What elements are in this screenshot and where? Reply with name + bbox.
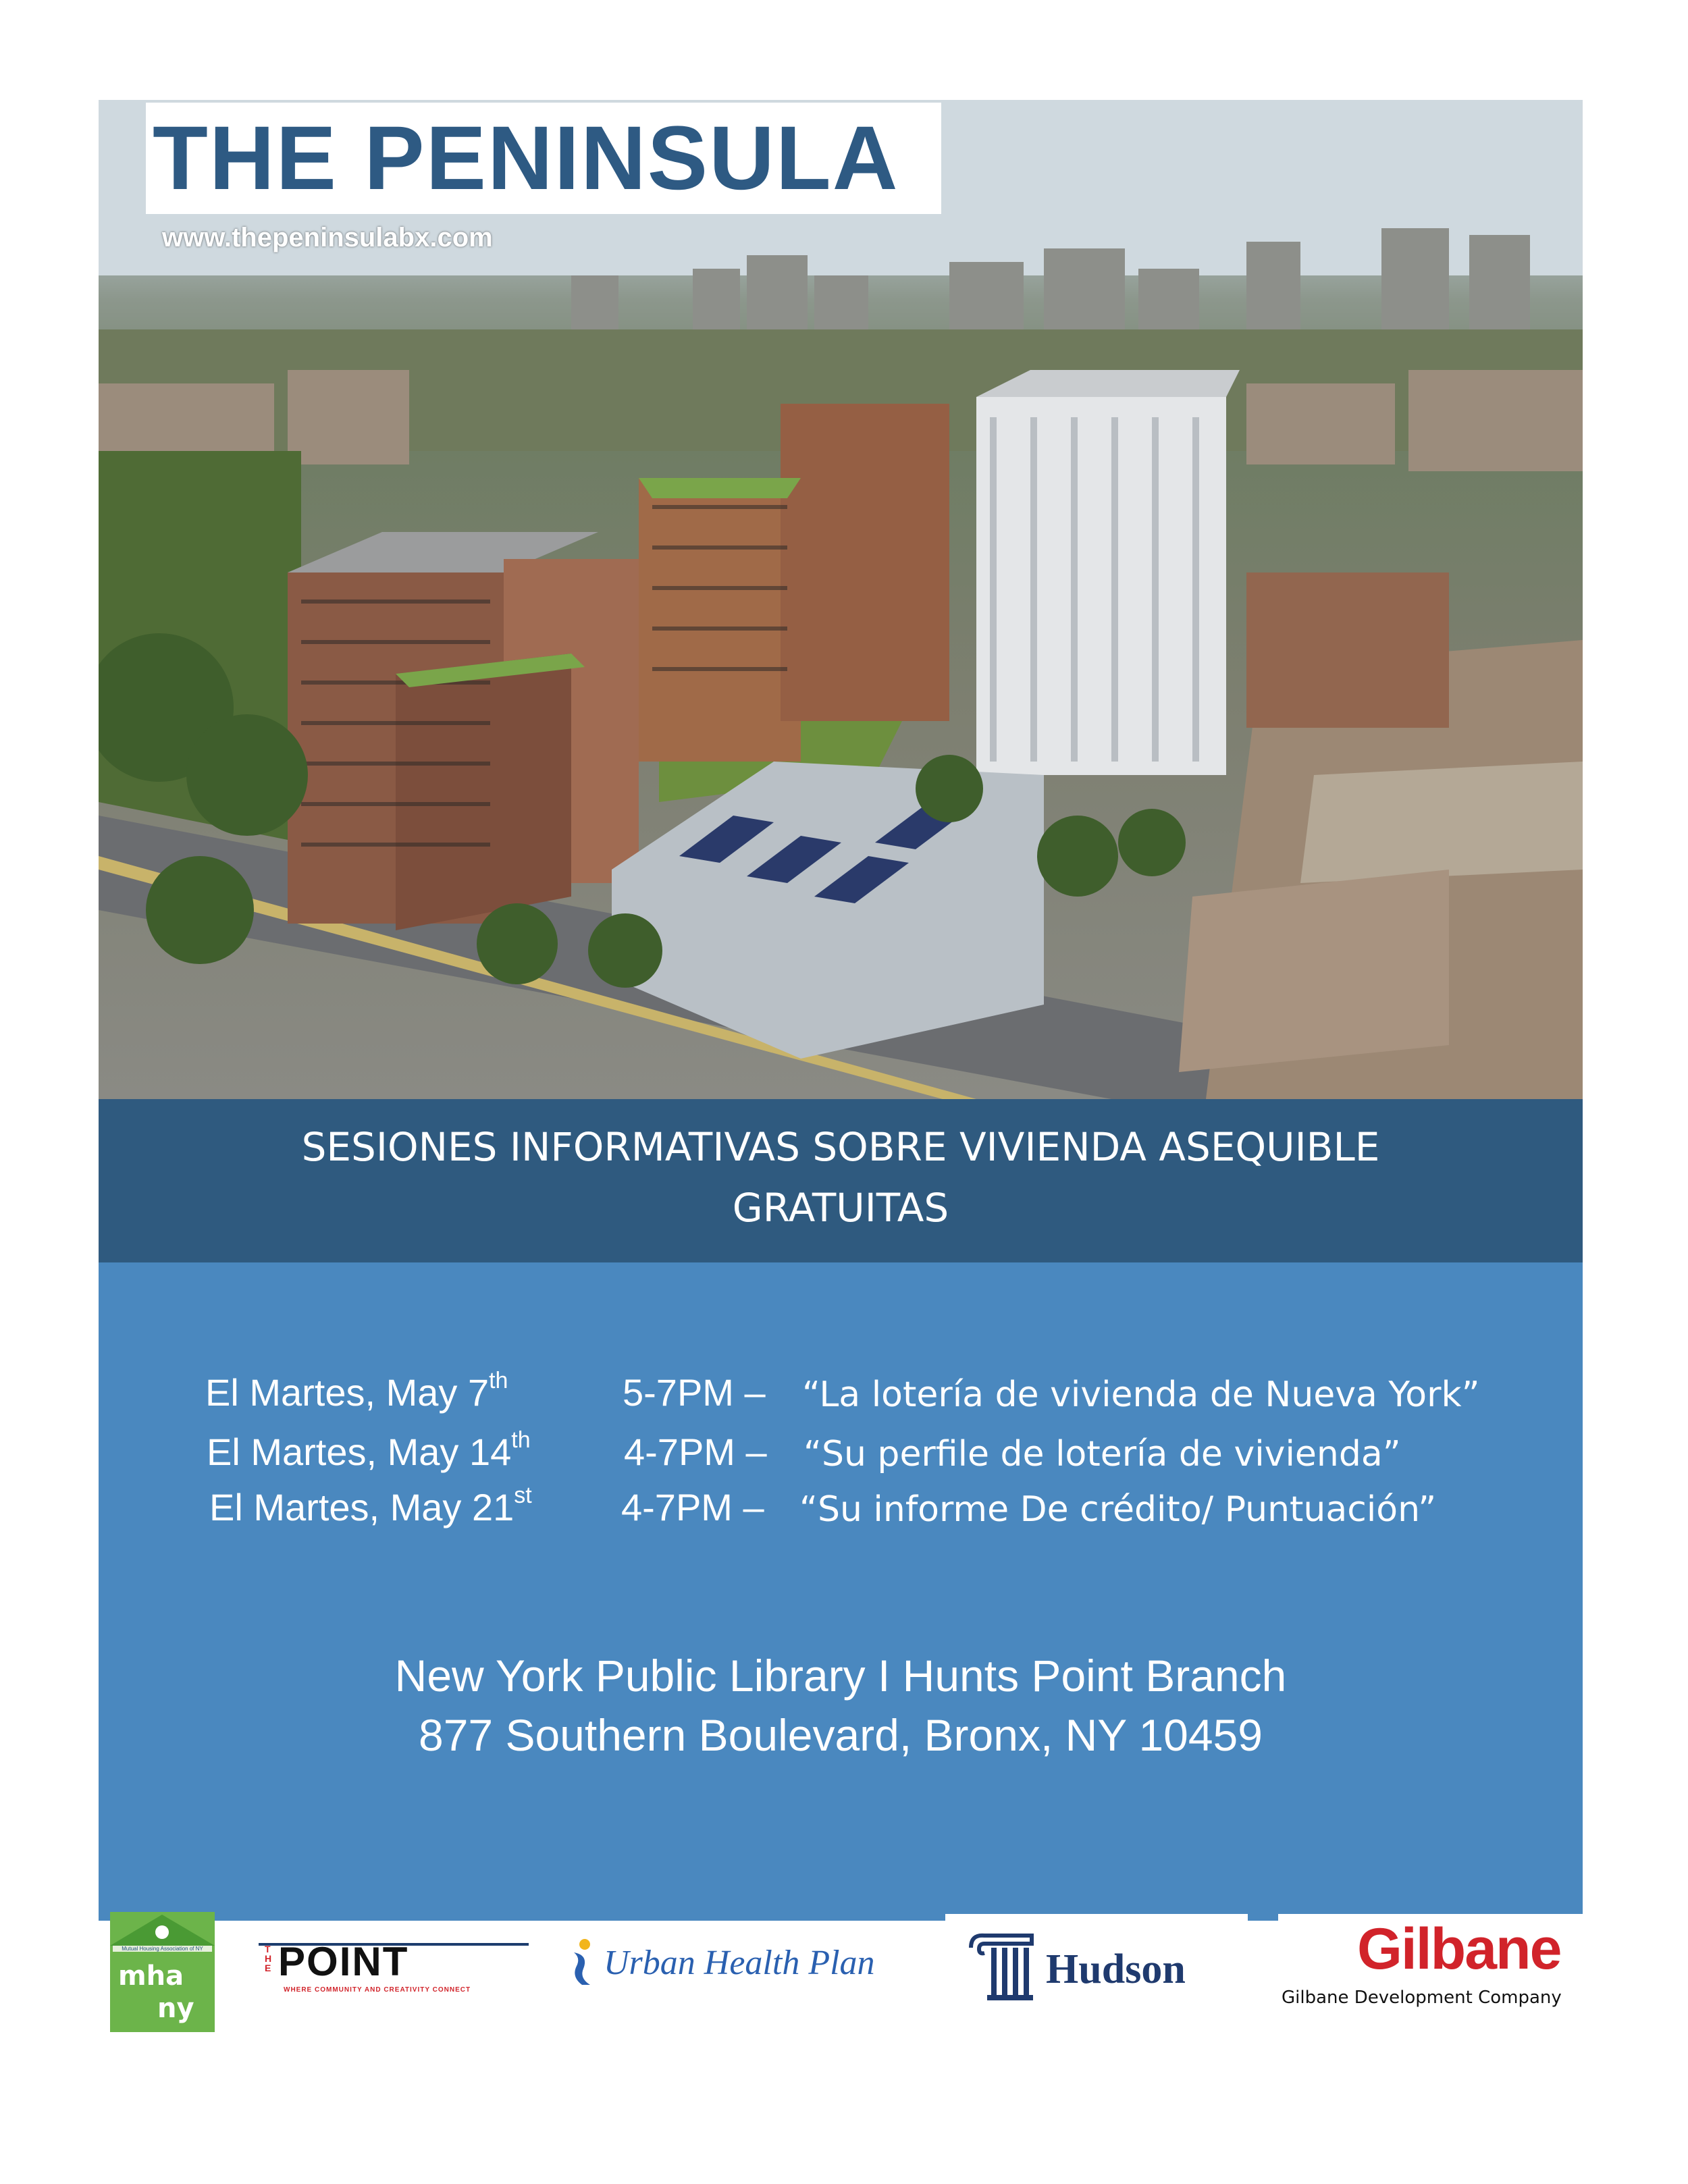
venue-address: 877 Southern Boulevard, Bronx, NY 10459 bbox=[419, 1710, 1263, 1760]
session-topic: “La lotería de vivienda de Nueva York” bbox=[802, 1375, 1480, 1415]
page-title: THE PENINSULA bbox=[153, 108, 899, 209]
session-topic: “Su informe De crédito/ Puntuación” bbox=[799, 1489, 1437, 1530]
the-point-logo-the: THE bbox=[265, 1944, 272, 1973]
session-date: El Martes, May 7 bbox=[205, 1371, 490, 1414]
the-point-tagline: WHERE COMMUNITY AND CREATIVITY CONNECT bbox=[284, 1986, 471, 1994]
session-row bbox=[209, 1485, 1492, 1539]
session-topic: “Su perfile de lotería de vivienda” bbox=[803, 1434, 1401, 1474]
column-icon bbox=[964, 1927, 1038, 2002]
headline-line-1: SESIONES INFORMATIVAS SOBRE VIVIENDA ASEQUIBLE bbox=[301, 1124, 1380, 1170]
uhp-figure-icon bbox=[569, 1938, 598, 1986]
gilbane-wordmark: Gilbane bbox=[1357, 1917, 1561, 1981]
house-roof-icon bbox=[110, 1912, 215, 1946]
session-time: 4-7PM – bbox=[621, 1486, 764, 1528]
headline-line-2: GRATUITAS bbox=[732, 1185, 949, 1231]
session-row bbox=[207, 1427, 1489, 1484]
urban-health-plan-text: Urban Health Plan bbox=[604, 1944, 875, 1982]
session-date-suffix: th bbox=[489, 1368, 508, 1393]
gilbane-subtitle: Gilbane Development Company bbox=[1282, 1988, 1562, 2008]
venue-name: New York Public Library I Hunts Point Branch bbox=[394, 1651, 1287, 1701]
session-date-suffix: st bbox=[514, 1483, 532, 1508]
session-date: El Martes, May 21 bbox=[209, 1486, 515, 1528]
session-date-suffix: th bbox=[511, 1427, 531, 1453]
mhany-logo bbox=[110, 1912, 215, 2032]
session-row bbox=[205, 1370, 1488, 1424]
session-time: 4-7PM – bbox=[624, 1431, 767, 1473]
info-panel bbox=[99, 1262, 1583, 1921]
session-date: El Martes, May 14 bbox=[207, 1431, 512, 1473]
mhany-small-text: Mutual Housing Association of NY bbox=[113, 1946, 212, 1952]
hudson-text: Hudson bbox=[1046, 1946, 1186, 1992]
the-point-logo-name: POINT bbox=[278, 1939, 409, 1984]
mhany-bottom-text: ny bbox=[157, 1993, 194, 2024]
mhany-top-text: mha bbox=[118, 1961, 184, 1992]
session-time: 5-7PM – bbox=[623, 1371, 766, 1414]
website-link[interactable]: www.thepeninsulabx.com bbox=[162, 223, 493, 252]
